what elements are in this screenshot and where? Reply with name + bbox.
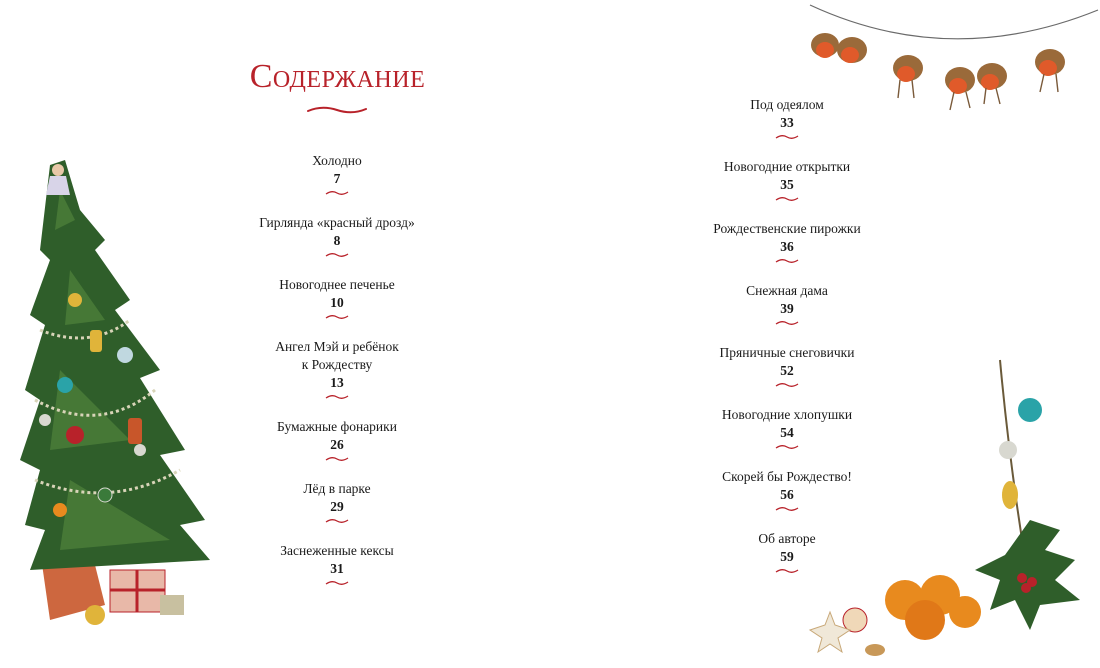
page-title: Содержание xyxy=(249,58,426,95)
toc-left-column xyxy=(217,152,457,604)
toc-entry-title: Об авторе xyxy=(758,531,816,546)
toc-entry xyxy=(217,542,457,586)
holly-tangerines-illustration xyxy=(800,350,1095,660)
toc-entry-title: Гирлянда «красный дрозд» xyxy=(259,215,415,230)
toc-entry-title: Холодно xyxy=(312,153,362,168)
tilde-divider xyxy=(325,580,349,586)
toc-entry-title: Бумажные фонарики xyxy=(277,419,397,434)
tilde-divider xyxy=(325,190,349,196)
toc-entry-page-number: 10 xyxy=(330,295,344,310)
toc-entry-title: Новогодние открытки xyxy=(723,159,851,174)
tilde-divider xyxy=(325,394,349,400)
toc-entry-title: Новогодние хлопушки xyxy=(721,407,853,422)
toc-entry-page-number: 31 xyxy=(330,561,344,576)
toc-entry-title: Новогоднее печенье xyxy=(279,277,395,292)
tilde-divider xyxy=(775,134,799,140)
toc-entry-page-number: 52 xyxy=(780,363,794,378)
tilde-divider xyxy=(775,382,799,388)
tilde-divider xyxy=(325,456,349,462)
toc-entry-page-number: 35 xyxy=(780,177,794,192)
toc-entry-title: Лёд в парке xyxy=(303,481,371,496)
toc-entry-page-number: 13 xyxy=(330,375,344,390)
tilde-divider xyxy=(775,568,799,574)
toc-entry-page-number: 36 xyxy=(780,239,794,254)
tilde-divider xyxy=(775,444,799,450)
toc-entry-page-number: 54 xyxy=(780,425,794,440)
toc-entry-title: Скорей бы Рождество! xyxy=(722,469,852,484)
toc-entry xyxy=(217,152,457,196)
tilde-divider xyxy=(775,506,799,512)
toc-entry xyxy=(667,220,907,264)
toc-entry xyxy=(667,282,907,326)
title-swash-ornament xyxy=(306,104,368,116)
toc-entry xyxy=(217,418,457,462)
toc-entry-page-number: 29 xyxy=(330,499,344,514)
toc-entry-page-number: 8 xyxy=(333,233,341,248)
robin-garland-illustration xyxy=(800,0,1100,115)
toc-entry-page-number: 59 xyxy=(780,549,794,564)
toc-entry-page-number: 39 xyxy=(780,301,794,316)
christmas-tree-illustration xyxy=(10,150,220,650)
toc-entry xyxy=(217,480,457,524)
tilde-divider xyxy=(775,196,799,202)
toc-entry-page-number: 26 xyxy=(330,437,344,452)
toc-entry-title: Пряничные снеговички xyxy=(719,345,855,360)
tilde-divider xyxy=(325,518,349,524)
toc-entry-title: Ангел Мэй и ребёнок к Рождеству xyxy=(275,339,399,372)
tilde-divider xyxy=(325,252,349,258)
toc-entry-title: Снежная дама xyxy=(746,283,828,298)
toc-entry-page-number: 33 xyxy=(780,115,794,130)
tilde-divider xyxy=(775,258,799,264)
toc-entry xyxy=(217,338,457,400)
tilde-divider xyxy=(775,320,799,326)
toc-entry xyxy=(667,158,907,202)
toc-entry-page-number: 56 xyxy=(780,487,794,502)
toc-entry-page-number: 7 xyxy=(333,171,341,186)
tilde-divider xyxy=(325,314,349,320)
toc-entry xyxy=(217,276,457,320)
toc-entry xyxy=(217,214,457,258)
toc-entry-title: Рождественские пирожки xyxy=(713,221,861,236)
toc-entry-title: Заснеженные кексы xyxy=(280,543,394,558)
toc-entry-title: Под одеялом xyxy=(750,97,824,112)
